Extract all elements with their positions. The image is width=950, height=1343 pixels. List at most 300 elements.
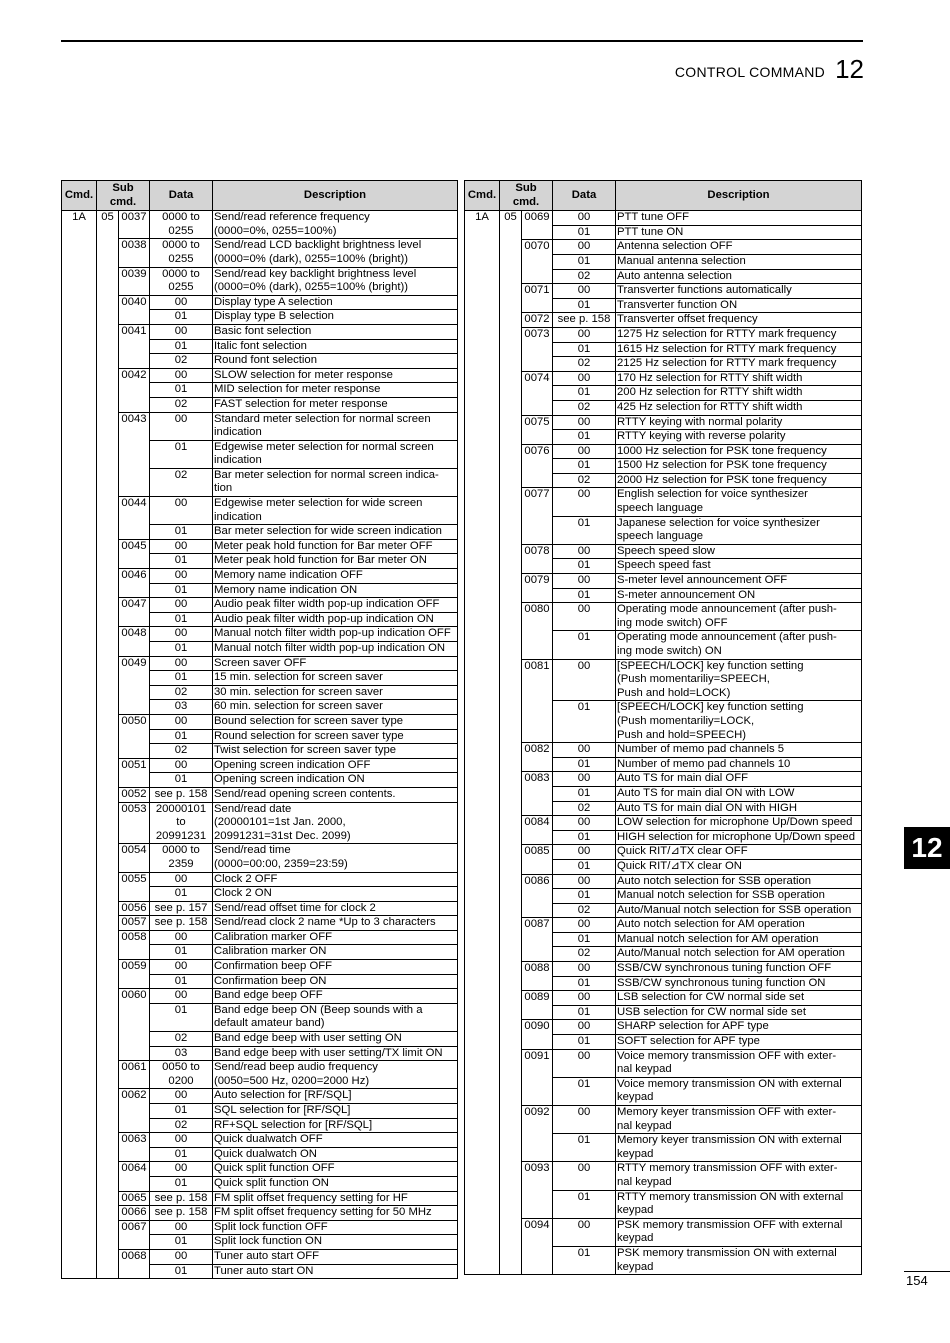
data-cell: 20000101 to 20991231 [150, 802, 213, 844]
sub-cmd-code: 0091 [522, 1049, 553, 1105]
table-row [62, 1220, 458, 1235]
description-cell: Auto/Manual notch selection for AM operation [616, 947, 862, 962]
data-cell: 00 [553, 1049, 616, 1077]
description-cell: Manual notch filter width pop-up indication OFF [213, 627, 458, 642]
description-cell: 60 min. selection for screen saver [213, 700, 458, 715]
sub-cmd-cell: 05 [97, 211, 119, 1279]
data-cell: 01 [553, 225, 616, 240]
data-cell: 02 [553, 801, 616, 816]
data-cell: 01 [553, 757, 616, 772]
description-cell: Confirmation beep OFF [213, 960, 458, 975]
description-cell: Quick RIT/⊿TX clear OFF [616, 845, 862, 860]
description-cell: Operating mode announcement (after push- ing mode switch) ON [616, 631, 862, 659]
data-cell: 01 [553, 1077, 616, 1105]
sub-cmd-code: 0037 [119, 211, 150, 239]
table-row [465, 603, 862, 631]
data-cell: 00 [553, 743, 616, 758]
data-cell: 01 [553, 830, 616, 845]
description-cell: 2125 Hz selection for RTTY mark frequency [616, 357, 862, 372]
table-row [465, 211, 862, 226]
table-row [62, 1162, 458, 1177]
data-cell: 00 [553, 918, 616, 933]
description-cell: Send/read time (0000=00:00, 2359=23:59) [213, 844, 458, 872]
data-cell: 00 [150, 324, 213, 339]
data-cell: see p. 158 [150, 916, 213, 931]
description-cell: RTTY memory transmission ON with external keypad [616, 1190, 862, 1218]
description-cell: MID selection for meter response [213, 383, 458, 398]
sub-cmd-code: 0050 [119, 714, 150, 758]
sub-cmd-code: 0075 [522, 415, 553, 444]
sub-cmd-code: 0039 [119, 267, 150, 295]
data-cell: 01 [150, 671, 213, 686]
description-cell: Meter peak hold function for Bar meter OFF [213, 539, 458, 554]
description-cell: 15 min. selection for screen saver [213, 671, 458, 686]
description-cell: Calibration marker ON [213, 945, 458, 960]
description-cell: Band edge beep ON (Beep sounds with a default amateur band) [213, 1003, 458, 1031]
sub-cmd-code: 0058 [119, 930, 150, 959]
table-row [62, 1089, 458, 1104]
description-cell: Manual notch filter width pop-up indication ON [213, 642, 458, 657]
data-cell: 02 [553, 400, 616, 415]
page-number-rule [904, 1271, 950, 1272]
sub-cmd-code: 0059 [119, 960, 150, 989]
table-row [62, 787, 458, 802]
table-row [465, 1106, 862, 1134]
chapter-number: 12 [835, 54, 864, 84]
sub-cmd-code: 0088 [522, 962, 553, 991]
description-cell: Send/read date (20000101=1st Jan. 2000, 20991231=31st Dec. 2099) [213, 802, 458, 844]
description-cell: Round selection for screen saver type [213, 729, 458, 744]
table-row [62, 960, 458, 975]
description-cell: RTTY keying with normal polarity [616, 415, 862, 430]
table-row [465, 816, 862, 831]
col-description: Description [616, 181, 862, 211]
table-row [62, 569, 458, 584]
sub-cmd-code: 0040 [119, 295, 150, 324]
sub-cmd-code: 0048 [119, 627, 150, 656]
table-row [62, 758, 458, 773]
description-cell: Audio peak filter width pop-up indication OFF [213, 598, 458, 613]
table-header-row [465, 181, 862, 211]
data-cell: 01 [553, 1190, 616, 1218]
table-row [465, 1218, 862, 1246]
data-cell: 00 [150, 295, 213, 310]
description-cell: Manual notch selection for AM operation [616, 932, 862, 947]
data-cell: 01 [150, 1104, 213, 1119]
data-cell: 01 [150, 1147, 213, 1162]
sub-cmd-code: 0067 [119, 1220, 150, 1249]
sub-cmd-code: 0041 [119, 324, 150, 368]
description-cell: Quick split function OFF [213, 1162, 458, 1177]
data-cell: 01 [150, 310, 213, 325]
table-row [62, 539, 458, 554]
table-row [465, 1020, 862, 1035]
table-row [62, 916, 458, 931]
sub-cmd-code: 0044 [119, 497, 150, 540]
table-row [62, 295, 458, 310]
description-cell: PSK memory transmission ON with external keypad [616, 1246, 862, 1274]
description-cell: Manual antenna selection [616, 254, 862, 269]
data-cell: 00 [150, 368, 213, 383]
description-cell: Band edge beep OFF [213, 989, 458, 1004]
data-cell: 02 [150, 1032, 213, 1047]
description-cell: Basic font selection [213, 324, 458, 339]
data-cell: 01 [553, 559, 616, 574]
data-cell: 00 [553, 488, 616, 516]
description-cell: SLOW selection for meter response [213, 368, 458, 383]
cmd-cell: 1A [465, 211, 500, 1275]
description-cell: Manual notch selection for SSB operation [616, 889, 862, 904]
table-row [465, 962, 862, 977]
description-cell: Send/read clock 2 name *Up to 3 characters [213, 916, 458, 931]
sub-cmd-code: 0072 [522, 313, 553, 328]
table-row [62, 802, 458, 844]
data-cell: 01 [150, 974, 213, 989]
description-cell: 1000 Hz selection for PSK tone frequency [616, 444, 862, 459]
sub-cmd-code: 0046 [119, 569, 150, 598]
description-cell: Clock 2 ON [213, 887, 458, 902]
description-cell: SHARP selection for APF type [616, 1020, 862, 1035]
data-cell: 02 [553, 269, 616, 284]
description-cell: Clock 2 OFF [213, 872, 458, 887]
description-cell: Send/read beep audio frequency (0050=500 Hz, 0200=2000 Hz) [213, 1061, 458, 1089]
sub-cmd-code: 0092 [522, 1106, 553, 1162]
table-row [465, 845, 862, 860]
data-cell: 00 [150, 1133, 213, 1148]
sub-cmd-code: 0051 [119, 758, 150, 787]
table-row [465, 313, 862, 328]
data-cell: 01 [553, 1134, 616, 1162]
table-row [62, 497, 458, 525]
data-cell: 00 [150, 714, 213, 729]
sub-cmd-code: 0073 [522, 327, 553, 371]
description-cell: Split lock function OFF [213, 1220, 458, 1235]
data-cell: see p. 157 [150, 901, 213, 916]
description-cell: Confirmation beep ON [213, 974, 458, 989]
sub-cmd-code: 0079 [522, 574, 553, 603]
description-cell: 2000 Hz selection for PSK tone frequency [616, 473, 862, 488]
data-cell: 01 [150, 1176, 213, 1191]
data-cell: 00 [553, 327, 616, 342]
description-cell: 30 min. selection for screen saver [213, 685, 458, 700]
data-cell: 02 [150, 354, 213, 369]
description-cell: Tuner auto start ON [213, 1264, 458, 1279]
data-cell: 00 [150, 1249, 213, 1264]
table-row [465, 874, 862, 889]
data-cell: 01 [553, 859, 616, 874]
data-cell: 00 [553, 845, 616, 860]
description-cell: Round font selection [213, 354, 458, 369]
description-cell: 170 Hz selection for RTTY shift width [616, 371, 862, 386]
description-cell: Memory name indication OFF [213, 569, 458, 584]
table-row [62, 239, 458, 267]
data-cell: 00 [553, 444, 616, 459]
table-row [62, 324, 458, 339]
data-cell: 01 [150, 1264, 213, 1279]
description-cell: Send/read offset time for clock 2 [213, 901, 458, 916]
table-row [62, 1191, 458, 1206]
table-row [62, 1061, 458, 1089]
sub-cmd-code: 0049 [119, 656, 150, 714]
description-cell: Display type B selection [213, 310, 458, 325]
sub-cmd-code: 0068 [119, 1249, 150, 1278]
data-cell: 00 [150, 569, 213, 584]
data-cell: 00 [150, 1162, 213, 1177]
table-row [465, 918, 862, 933]
sub-cmd-code: 0093 [522, 1162, 553, 1218]
page-number: 154 [906, 1273, 928, 1288]
description-cell: Memory name indication ON [213, 583, 458, 598]
data-cell: 01 [150, 1003, 213, 1031]
sub-cmd-code: 0087 [522, 918, 553, 962]
table-row [62, 211, 458, 239]
data-cell: 01 [553, 1005, 616, 1020]
description-cell: Send/read opening screen contents. [213, 787, 458, 802]
sub-cmd-code: 0043 [119, 412, 150, 497]
description-cell: USB selection for CW normal side set [616, 1005, 862, 1020]
description-cell: Send/read LCD backlight brightness level (0000=0% (dark), 0255=100% (bright)) [213, 239, 458, 267]
col-subcmd: Sub cmd. [500, 181, 553, 211]
col-data: Data [553, 181, 616, 211]
table-row [465, 772, 862, 787]
description-cell: PTT tune OFF [616, 211, 862, 226]
description-cell: FM split offset frequency setting for HF [213, 1191, 458, 1206]
description-cell: SQL selection for [RF/SQL] [213, 1104, 458, 1119]
data-cell: 00 [553, 284, 616, 299]
data-cell: 01 [150, 339, 213, 354]
data-cell: 01 [553, 932, 616, 947]
col-data: Data [150, 181, 213, 211]
description-cell: Send/read key backlight brightness level (0000=0% (dark), 0255=100% (bright)) [213, 267, 458, 295]
data-cell: 01 [553, 701, 616, 743]
sub-cmd-code: 0077 [522, 488, 553, 544]
data-cell: 00 [553, 211, 616, 226]
data-cell: 00 [150, 656, 213, 671]
data-cell: 00 [150, 872, 213, 887]
data-cell: 03 [150, 1046, 213, 1061]
sub-cmd-code: 0047 [119, 598, 150, 627]
description-cell: Display type A selection [213, 295, 458, 310]
description-cell: Bar meter selection for normal screen indica- tion [213, 468, 458, 496]
data-cell: 01 [553, 459, 616, 474]
description-cell: Auto TS for main dial OFF [616, 772, 862, 787]
description-cell: Calibration marker OFF [213, 930, 458, 945]
description-cell: Voice memory transmission OFF with exter- nal keypad [616, 1049, 862, 1077]
description-cell: 200 Hz selection for RTTY shift width [616, 386, 862, 401]
table-row [465, 544, 862, 559]
table-row [62, 368, 458, 383]
data-cell: 00 [150, 412, 213, 440]
table-row [62, 598, 458, 613]
data-cell: 00 [553, 415, 616, 430]
data-cell: 01 [553, 386, 616, 401]
data-cell: 01 [553, 631, 616, 659]
description-cell: Memory keyer transmission ON with external keypad [616, 1134, 862, 1162]
sub-cmd-code: 0070 [522, 240, 553, 284]
data-cell: 00 [553, 371, 616, 386]
data-cell: 00 [553, 574, 616, 589]
description-cell: Italic font selection [213, 339, 458, 354]
table-row [465, 240, 862, 255]
table-row [62, 844, 458, 872]
data-cell: 01 [150, 773, 213, 788]
data-cell: 02 [150, 397, 213, 412]
data-cell: 01 [150, 554, 213, 569]
description-cell: Quick RIT/⊿TX clear ON [616, 859, 862, 874]
data-cell: 02 [150, 685, 213, 700]
description-cell: [SPEECH/LOCK] key function setting (Push momentariliy=SPEECH, Push and hold=LOCK) [616, 659, 862, 701]
description-cell: Japanese selection for voice synthesizer speech language [616, 516, 862, 544]
col-cmd: Cmd. [62, 181, 97, 211]
sub-cmd-code: 0045 [119, 539, 150, 568]
data-cell: 0050 to 0200 [150, 1061, 213, 1089]
table-row [62, 1249, 458, 1264]
table-row [465, 659, 862, 701]
description-cell: Split lock function ON [213, 1235, 458, 1250]
data-cell: 00 [150, 758, 213, 773]
data-cell: 00 [553, 1020, 616, 1035]
data-cell: 0000 to 0255 [150, 267, 213, 295]
data-cell: 01 [553, 342, 616, 357]
description-cell: Auto TS for main dial ON with HIGH [616, 801, 862, 816]
sub-cmd-code: 0090 [522, 1020, 553, 1049]
sub-cmd-code: 0089 [522, 991, 553, 1020]
data-cell: 0000 to 0255 [150, 239, 213, 267]
description-cell: Transverter function ON [616, 298, 862, 313]
data-cell: 02 [553, 357, 616, 372]
data-cell: 02 [553, 903, 616, 918]
table-row [62, 656, 458, 671]
data-cell: 00 [553, 1162, 616, 1190]
description-cell: Number of memo pad channels 5 [616, 743, 862, 758]
sub-cmd-code: 0065 [119, 1191, 150, 1206]
table-row [465, 415, 862, 430]
data-cell: 01 [150, 440, 213, 468]
table-row [62, 872, 458, 887]
data-cell: 01 [553, 1246, 616, 1274]
table-header-row [62, 181, 458, 211]
sub-cmd-code: 0060 [119, 989, 150, 1061]
description-cell: RTTY keying with reverse polarity [616, 430, 862, 445]
description-cell: Auto antenna selection [616, 269, 862, 284]
description-cell: SOFT selection for APF type [616, 1035, 862, 1050]
data-cell: 00 [553, 1218, 616, 1246]
table-row [62, 1133, 458, 1148]
description-cell: Auto notch selection for AM operation [616, 918, 862, 933]
table-body [62, 211, 458, 1279]
data-cell: 00 [553, 962, 616, 977]
data-cell: 00 [553, 603, 616, 631]
data-cell: 01 [150, 583, 213, 598]
sub-cmd-code: 0053 [119, 802, 150, 844]
description-cell: English selection for voice synthesizer speech language [616, 488, 862, 516]
data-cell: 01 [150, 887, 213, 902]
data-cell: 01 [553, 516, 616, 544]
data-cell: see p. 158 [553, 313, 616, 328]
description-cell: Transverter offset frequency [616, 313, 862, 328]
sub-cmd-code: 0071 [522, 284, 553, 313]
data-cell: 00 [150, 497, 213, 525]
sub-cmd-code: 0086 [522, 874, 553, 918]
col-cmd: Cmd. [465, 181, 500, 211]
table-row [465, 1162, 862, 1190]
description-cell: Auto selection for [RF/SQL] [213, 1089, 458, 1104]
sub-cmd-code: 0062 [119, 1089, 150, 1133]
data-cell: 00 [150, 539, 213, 554]
data-cell: 03 [150, 700, 213, 715]
description-cell: RTTY memory transmission OFF with exter- nal keypad [616, 1162, 862, 1190]
description-cell: LOW selection for microphone Up/Down speed [616, 816, 862, 831]
data-cell: 00 [553, 1106, 616, 1134]
description-cell: 1500 Hz selection for PSK tone frequency [616, 459, 862, 474]
description-cell: 1615 Hz selection for RTTY mark frequency [616, 342, 862, 357]
data-cell: see p. 158 [150, 1191, 213, 1206]
description-cell: Auto/Manual notch selection for SSB operation [616, 903, 862, 918]
description-cell: Voice memory transmission ON with external keypad [616, 1077, 862, 1105]
sub-cmd-code: 0080 [522, 603, 553, 659]
description-cell: Bar meter selection for wide screen indication [213, 525, 458, 540]
data-cell: 0000 to 2359 [150, 844, 213, 872]
data-cell: see p. 158 [150, 1206, 213, 1221]
top-rule [61, 40, 863, 42]
sub-cmd-code: 0038 [119, 239, 150, 267]
sub-cmd-code: 0063 [119, 1133, 150, 1162]
data-cell: 00 [150, 930, 213, 945]
description-cell: SSB/CW synchronous tuning function ON [616, 976, 862, 991]
sub-cmd-code: 0054 [119, 844, 150, 872]
description-cell: S-meter announcement ON [616, 588, 862, 603]
description-cell: Band edge beep with user setting ON [213, 1032, 458, 1047]
data-cell: 00 [150, 960, 213, 975]
col-subcmd: Sub cmd. [97, 181, 150, 211]
description-cell: Edgewise meter selection for normal screen indication [213, 440, 458, 468]
description-cell: Opening screen indication ON [213, 773, 458, 788]
data-cell: 02 [150, 744, 213, 759]
description-cell: Tuner auto start OFF [213, 1249, 458, 1264]
data-cell: 01 [553, 430, 616, 445]
data-cell: 00 [150, 598, 213, 613]
data-cell: 01 [150, 1235, 213, 1250]
command-table-left [61, 180, 458, 1279]
data-cell: 0000 to 0255 [150, 211, 213, 239]
sub-cmd-code: 0042 [119, 368, 150, 412]
sub-cmd-code: 0074 [522, 371, 553, 415]
description-cell: Audio peak filter width pop-up indication ON [213, 612, 458, 627]
description-cell: Meter peak hold function for Bar meter ON [213, 554, 458, 569]
sub-cmd-code: 0094 [522, 1218, 553, 1274]
data-cell: 00 [150, 989, 213, 1004]
sub-cmd-code: 0052 [119, 787, 150, 802]
data-cell: 00 [553, 991, 616, 1006]
description-cell: Twist selection for screen saver type [213, 744, 458, 759]
table-row [465, 371, 862, 386]
description-cell: FM split offset frequency setting for 50 MHz [213, 1206, 458, 1221]
table-body [465, 211, 862, 1275]
description-cell: FAST selection for meter response [213, 397, 458, 412]
data-cell: 00 [150, 1089, 213, 1104]
description-cell: PTT tune ON [616, 225, 862, 240]
table-row [465, 444, 862, 459]
command-table-right [464, 180, 862, 1275]
data-cell: 00 [553, 240, 616, 255]
table-row [62, 267, 458, 295]
sub-cmd-code: 0057 [119, 916, 150, 931]
table-row [62, 714, 458, 729]
table-row [465, 743, 862, 758]
description-cell: [SPEECH/LOCK] key function setting (Push momentariliy=LOCK, Push and hold=SPEECH) [616, 701, 862, 743]
description-cell: Speech speed slow [616, 544, 862, 559]
description-cell: Number of memo pad channels 10 [616, 757, 862, 772]
